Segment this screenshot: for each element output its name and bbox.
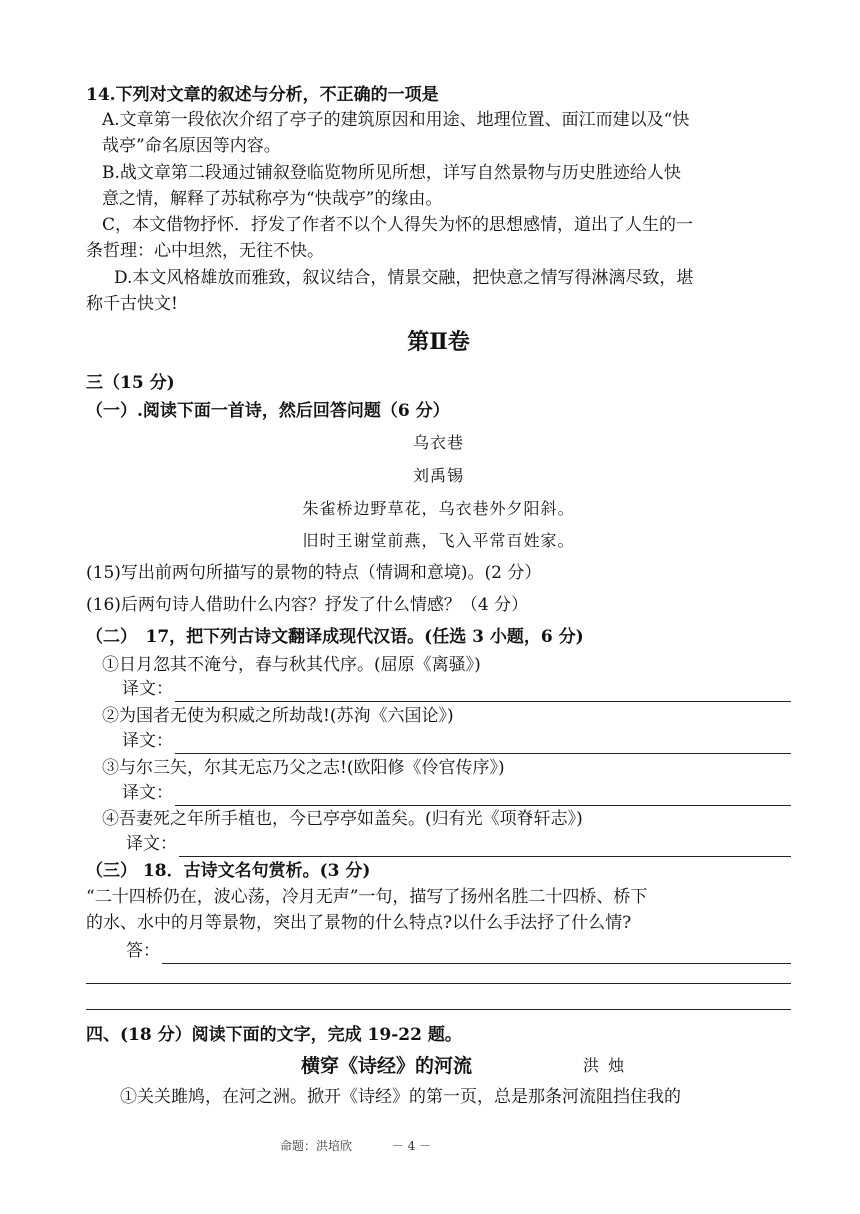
q14-option-d-line2: 称千古快文! <box>86 294 178 314</box>
q14-option-a-line1: A.文章第一段依次介绍了亭子的建筑原因和用途、地理位置、面江而建以及“快 <box>102 110 690 130</box>
answer-line[interactable] <box>175 787 791 806</box>
answer-blank-line[interactable] <box>86 1009 791 1010</box>
answer-line[interactable] <box>179 838 791 857</box>
q14-option-a-line2: 哉亭”命名原因等内容。 <box>102 136 281 156</box>
q14-option-b-line2: 意之情，解释了苏轼称亭为“快哉亭”的缘由。 <box>102 189 443 209</box>
section3-sub1-heading: （一）.阅读下面一首诗，然后回答问题（6 分） <box>86 401 450 421</box>
article-author: 洪 烛 <box>583 1056 627 1075</box>
question-15: (15)写出前两句所描写的景物的特点（情调和意境)。(2 分） <box>86 563 542 583</box>
footer-setter: 命题：洪培欣 <box>280 1139 353 1153</box>
translate-answer-3 <box>122 780 791 806</box>
page-number: － 4 － <box>391 1139 432 1153</box>
poem-line1: 朱雀桥边野草花，乌衣巷外夕阳斜。 <box>302 499 575 518</box>
question-18-line1: “二十四桥仍在，波心荡，冷月无声”一句，描写了扬州名胜二十四桥、桥下 <box>86 887 648 907</box>
page-footer <box>280 1137 467 1154</box>
section3-sub3-heading: （三） 18．古诗文名句赏析。(3 分) <box>86 861 371 881</box>
question-18-line2: 的水、水中的月等景物，突出了景物的什么特点?以什么手法抒了什么情? <box>86 913 632 933</box>
answer-blank-line[interactable] <box>86 983 791 984</box>
article-paragraph-1: ①关关雎鸠，在河之洲。掀开《诗经》的第一页，总是那条河流阻挡住我的 <box>120 1087 681 1107</box>
answer-label: 答： <box>126 941 160 961</box>
question-18-answer <box>126 938 791 964</box>
section4-heading: 四、(18 分）阅读下面的文字，完成 19-22 题。 <box>86 1025 462 1045</box>
question-16: (16)后两句诗人借助什么内容？抒发了什么情感？（4 分） <box>86 595 529 615</box>
article-title-row <box>86 1052 791 1080</box>
q14-option-c-line1: C，本文借物抒怀．抒发了作者不以个人得失为怀的思想感情，道出了人生的一 <box>102 215 694 235</box>
poem-title: 乌衣巷 <box>412 433 464 452</box>
translate-item-1: ①日月忽其不淹兮，春与秋其代序。(屈原《离骚》) <box>102 655 481 675</box>
q14-option-c-line2: 条哲理：心中坦然，无往不快。 <box>86 241 324 261</box>
translate-answer-1 <box>122 676 791 702</box>
section3-sub2-heading: （二） 17，把下列古诗文翻译成现代汉语。(任选 3 小题，6 分) <box>86 627 584 647</box>
section3-heading: 三（15 分) <box>86 373 175 393</box>
translate-answer-4 <box>126 831 791 857</box>
translate-item-4: ④吾妻死之年所手植也，今已亭亭如盖矣。(归有光《项脊轩志》) <box>102 809 583 829</box>
q14-option-b-line1: B.战文章第二段通过铺叙登临览物所见所想，详写自然景物与历史胜迹给人快 <box>102 163 681 183</box>
answer-line[interactable] <box>175 735 791 754</box>
translate-item-2: ②为国者无使为积威之所劫哉!(苏洵《六国论》) <box>102 706 454 726</box>
answer-label: 译文： <box>122 731 173 751</box>
answer-label: 译文： <box>122 679 173 699</box>
translate-item-3: ③与尔三矢，尔其无忘乃父之志!(欧阳修《伶官传序》) <box>102 758 505 778</box>
answer-label: 译文： <box>122 783 173 803</box>
answer-line[interactable] <box>162 945 791 964</box>
part2-title: 第Ⅱ卷 <box>407 329 470 355</box>
answer-label: 译文： <box>126 834 177 854</box>
q14-stem: 14.下列对文章的叙述与分析，不正确的一项是 <box>86 85 439 105</box>
poem-author: 刘禹锡 <box>412 466 464 485</box>
q14-option-d-line1: D.本文风格雄放而雅致，叙议结合，情景交融，把快意之情写得淋漓尽致，堪 <box>114 268 694 288</box>
translate-answer-2 <box>122 728 791 754</box>
article-title: 横穿《诗经》的河流 <box>301 1055 473 1077</box>
answer-line[interactable] <box>175 683 791 702</box>
poem-line2: 旧时王谢堂前燕，飞入平常百姓家。 <box>302 531 575 550</box>
